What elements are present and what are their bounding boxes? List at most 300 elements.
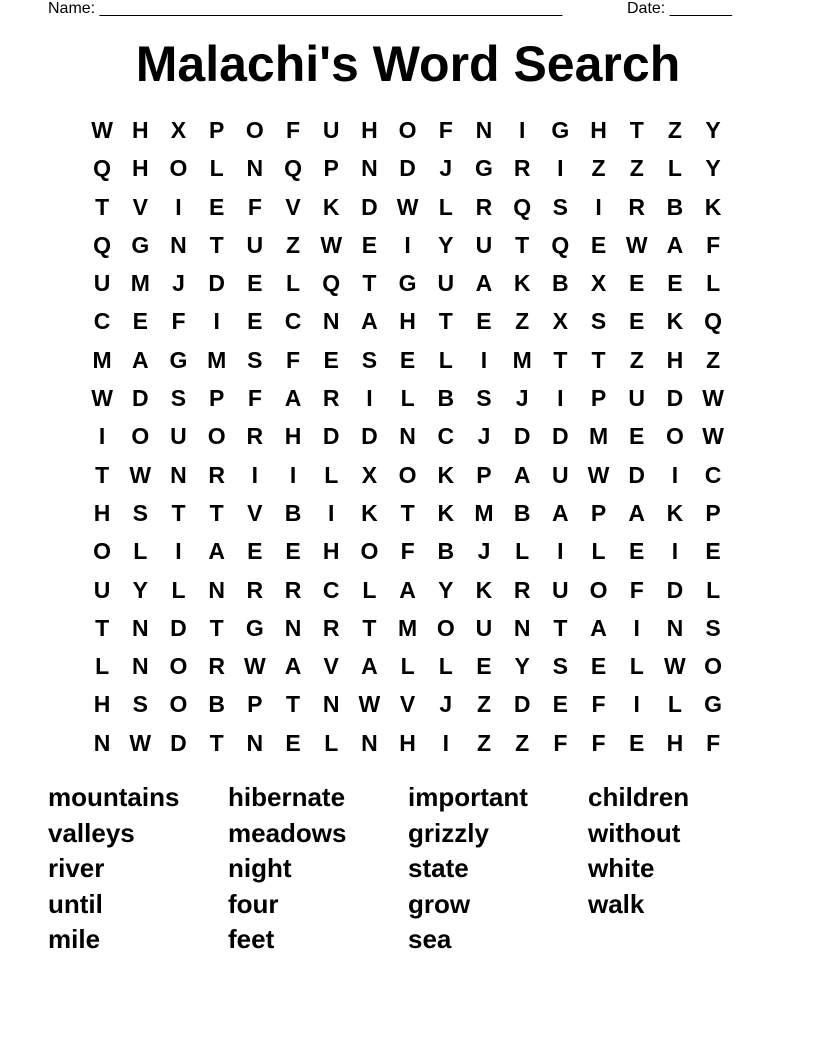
grid-letter: E xyxy=(132,308,148,335)
grid-letter: V xyxy=(285,193,301,220)
grid-letter: A xyxy=(399,576,416,603)
word-bank-word: hibernate xyxy=(228,782,346,812)
grid-letter: J xyxy=(439,691,453,718)
grid-letter: I xyxy=(98,423,106,450)
grid-letter: T xyxy=(209,729,224,756)
grid-row xyxy=(83,647,733,685)
grid-letter: Z xyxy=(286,231,301,258)
grid-letter: Q xyxy=(322,270,341,297)
grid-row xyxy=(83,379,733,417)
grid-letter: A xyxy=(361,308,378,335)
grid-letter: Q xyxy=(93,155,112,182)
grid-letter: E xyxy=(285,729,301,756)
word-bank-word: grow xyxy=(408,888,471,919)
grid-letter: F xyxy=(286,346,301,373)
grid-letter: L xyxy=(515,538,530,565)
grid-letter: F xyxy=(438,117,453,143)
grid-letter: F xyxy=(286,117,301,143)
grid-letter: W xyxy=(91,117,113,143)
grid-letter: X xyxy=(170,117,187,143)
word-bank-column xyxy=(408,780,588,958)
grid-row xyxy=(83,571,733,609)
grid-letter: E xyxy=(629,729,645,756)
grid-letter: N xyxy=(208,576,225,603)
grid-row xyxy=(83,149,733,187)
grid-letter: M xyxy=(207,346,227,373)
grid-row xyxy=(83,226,733,264)
grid-letter: D xyxy=(361,193,378,220)
grid-letter: F xyxy=(400,538,415,565)
grid-letter: F xyxy=(706,231,721,258)
grid-letter: B xyxy=(284,499,302,526)
grid-letter: Y xyxy=(438,231,454,258)
name-field: Name: ____________________________________________________ xyxy=(48,0,563,17)
grid-letter: T xyxy=(362,614,377,641)
grid-letter: I xyxy=(175,538,182,565)
grid-letter: Q xyxy=(513,193,532,220)
grid-letter: I xyxy=(671,538,679,565)
grid-letter: T xyxy=(95,461,110,488)
grid-letter: F xyxy=(591,729,606,756)
grid-letter: T xyxy=(95,193,110,220)
grid-letter: P xyxy=(247,691,263,718)
grid-letter: I xyxy=(557,155,564,182)
grid-letter: O xyxy=(207,423,226,450)
grid-letter: E xyxy=(208,193,225,220)
grid-letter: K xyxy=(322,193,340,220)
grid-letter: N xyxy=(361,155,378,182)
word-bank-word: feet xyxy=(228,924,275,954)
grid-letter: J xyxy=(515,385,529,412)
grid-letter: S xyxy=(476,385,492,412)
grid-letter: I xyxy=(366,385,373,412)
grid-letter: A xyxy=(590,614,607,641)
grid-letter: A xyxy=(628,499,646,526)
grid-letter: W xyxy=(625,231,648,258)
word-bank-word: grizzly xyxy=(408,817,489,848)
grid-letter: R xyxy=(513,576,531,603)
grid-letter: U xyxy=(475,614,493,641)
grid-letter: Z xyxy=(476,729,491,756)
grid-letter: O xyxy=(360,538,379,565)
grid-letter: Q xyxy=(704,308,723,335)
grid-letter: T xyxy=(362,270,377,297)
grid-letter: Z xyxy=(629,155,644,182)
grid-letter: B xyxy=(513,499,531,526)
grid-letter: Z xyxy=(706,346,721,373)
grid-letter: N xyxy=(170,231,187,258)
grid-letter: H xyxy=(93,691,111,718)
grid-letter: Z xyxy=(515,729,530,756)
grid-letter: F xyxy=(247,193,262,220)
grid-letter: S xyxy=(247,346,263,373)
grid-letter: G xyxy=(475,155,493,182)
word-bank-column xyxy=(228,780,408,958)
grid-letter: T xyxy=(171,499,186,526)
grid-letter: Z xyxy=(476,691,491,718)
grid-letter: T xyxy=(438,308,453,335)
word-bank xyxy=(48,780,768,958)
grid-letter: U xyxy=(437,270,455,297)
grid-letter: H xyxy=(322,538,340,565)
grid-letter: N xyxy=(246,729,264,756)
grid-letter: S xyxy=(170,385,187,412)
grid-letter: L xyxy=(438,346,453,373)
date-field: Date: _______ xyxy=(627,0,732,17)
grid-letter: A xyxy=(208,538,225,565)
grid-letter: Z xyxy=(629,346,644,373)
grid-letter: Q xyxy=(93,231,112,258)
grid-letter: I xyxy=(671,461,679,488)
grid-letter: Q xyxy=(551,231,570,258)
grid-letter: L xyxy=(438,653,453,680)
grid-letter: A xyxy=(131,346,149,373)
grid-letter: D xyxy=(628,461,646,488)
grid-letter: D xyxy=(666,576,684,603)
grid-letter: E xyxy=(629,308,645,335)
grid-letter: S xyxy=(132,499,148,526)
grid-letter: E xyxy=(247,308,263,335)
grid-letter: D xyxy=(208,270,225,297)
grid-letter: C xyxy=(93,308,111,335)
grid-letter: S xyxy=(552,653,569,680)
grid-letter: H xyxy=(399,308,416,335)
grid-letter: V xyxy=(132,193,148,220)
grid-letter: L xyxy=(171,576,186,603)
grid-letter: U xyxy=(322,117,340,143)
grid-letter: E xyxy=(361,231,378,258)
grid-letter: U xyxy=(552,461,569,488)
grid-row xyxy=(83,456,733,494)
grid-letter: U xyxy=(246,231,264,258)
grid-letter: M xyxy=(512,346,532,373)
grid-letter: T xyxy=(209,231,224,258)
grid-letter: E xyxy=(552,691,569,718)
grid-letter: C xyxy=(437,423,455,450)
grid-letter: P xyxy=(476,461,492,488)
grid-letter: H xyxy=(131,117,149,143)
grid-letter: K xyxy=(437,499,455,526)
grid-letter: D xyxy=(666,385,684,412)
grid-letter: E xyxy=(247,538,263,565)
grid-letter: S xyxy=(590,308,607,335)
grid-letter: T xyxy=(591,346,606,373)
grid-row xyxy=(83,494,733,532)
grid-letter: W xyxy=(587,461,610,488)
grid-letter: K xyxy=(513,270,531,297)
grid-letter: T xyxy=(209,499,224,526)
grid-letter: H xyxy=(93,499,111,526)
grid-letter: D xyxy=(552,423,569,450)
grid-letter: U xyxy=(170,423,187,450)
grid-row xyxy=(83,417,733,455)
grid-letter: L xyxy=(706,576,721,603)
grid-letter: K xyxy=(666,499,684,526)
header xyxy=(48,0,748,19)
grid-letter: L xyxy=(591,538,606,565)
grid-letter: N xyxy=(666,614,684,641)
grid-letter: G xyxy=(245,614,264,641)
grid-letter: P xyxy=(208,117,225,143)
grid-letter: K xyxy=(361,499,378,526)
grid-letter: J xyxy=(477,538,491,565)
grid-letter: G xyxy=(704,691,723,718)
grid-letter: F xyxy=(247,385,262,412)
grid-letter: R xyxy=(322,614,340,641)
grid-letter: E xyxy=(476,308,492,335)
grid-letter: A xyxy=(475,270,493,297)
word-bank-word: white xyxy=(588,853,655,883)
grid-letter: L xyxy=(95,653,110,680)
grid-letter: A xyxy=(666,231,684,258)
grid-letter: O xyxy=(665,423,684,450)
grid-letter: E xyxy=(590,653,607,680)
grid-letter: P xyxy=(590,499,607,526)
grid-letter: A xyxy=(361,653,378,680)
grid-letter: T xyxy=(209,614,224,641)
grid-letter: M xyxy=(474,499,494,526)
grid-letter: B xyxy=(666,193,684,220)
grid-letter: D xyxy=(361,423,378,450)
word-bank-word: walk xyxy=(588,888,645,919)
grid-letter: Y xyxy=(514,653,530,680)
grid-letter: N xyxy=(475,117,493,143)
grid-letter: R xyxy=(208,653,225,680)
word-bank-word: children xyxy=(588,782,690,812)
grid-letter: P xyxy=(323,155,339,182)
grid-letter: O xyxy=(589,576,608,603)
word-bank-column xyxy=(48,780,228,958)
grid-letter: D xyxy=(513,423,531,450)
word-bank-word: four xyxy=(228,888,279,919)
grid-letter: H xyxy=(361,117,378,143)
grid-letter: J xyxy=(477,423,491,450)
word-bank-word: sea xyxy=(408,924,452,954)
grid-letter: I xyxy=(442,729,449,756)
grid-letter: X xyxy=(590,270,607,297)
grid-letter: I xyxy=(557,538,564,565)
grid-letter: O xyxy=(131,423,150,450)
word-bank-word: important xyxy=(408,782,528,812)
grid-letter: P xyxy=(208,385,225,412)
grid-letter: V xyxy=(323,653,339,680)
word-bank-word: until xyxy=(48,888,103,919)
grid-letter: I xyxy=(633,614,640,641)
grid-letter: I xyxy=(289,461,297,488)
grid-row xyxy=(83,188,733,226)
grid-letter: F xyxy=(553,729,568,756)
grid-letter: U xyxy=(93,270,111,297)
grid-letter: M xyxy=(130,270,150,297)
grid-letter: W xyxy=(129,729,152,756)
grid-letter: W xyxy=(91,385,113,412)
grid-letter: M xyxy=(398,614,418,641)
grid-letter: Z xyxy=(667,117,682,143)
grid-letter: V xyxy=(247,499,263,526)
grid-letter: O xyxy=(398,461,417,488)
grid-letter: O xyxy=(436,614,455,641)
grid-letter: G xyxy=(169,346,188,373)
grid-letter: R xyxy=(246,576,264,603)
grid-letter: Y xyxy=(438,576,454,603)
grid-letter: Y xyxy=(705,155,721,182)
grid-letter: C xyxy=(704,461,722,488)
grid-letter: D xyxy=(399,155,416,182)
grid-letter: R xyxy=(475,193,493,220)
word-bank-word: meadows xyxy=(228,817,347,848)
grid-letter: T xyxy=(95,614,110,641)
grid-letter: O xyxy=(398,117,417,143)
grid-letter: D xyxy=(131,385,149,412)
grid-letter: R xyxy=(322,385,340,412)
grid-letter: M xyxy=(588,423,609,450)
grid-letter: O xyxy=(704,653,723,680)
grid-letter: C xyxy=(284,308,302,335)
grid-letter: R xyxy=(284,576,302,603)
grid-letter: E xyxy=(247,270,263,297)
grid-letter: T xyxy=(286,691,301,718)
word-bank-word: mile xyxy=(48,924,101,954)
grid-letter: W xyxy=(396,193,419,220)
grid-letter: Z xyxy=(515,308,530,335)
grid-letter: E xyxy=(629,423,645,450)
grid-letter: I xyxy=(328,499,335,526)
grid-letter: W xyxy=(358,691,381,718)
grid-letter: J xyxy=(172,270,185,297)
grid-letter: U xyxy=(93,576,111,603)
grid-letter: L xyxy=(324,729,339,756)
grid-letter: O xyxy=(169,653,188,680)
grid-letter: X xyxy=(361,461,378,488)
grid-letter: A xyxy=(513,461,531,488)
grid-letter: N xyxy=(322,691,340,718)
grid-letter: N xyxy=(284,614,302,641)
word-bank-column xyxy=(588,780,768,958)
grid-letter: G xyxy=(131,231,150,258)
grid-letter: N xyxy=(131,653,149,680)
grid-letter: E xyxy=(590,231,607,258)
grid-letter: U xyxy=(628,385,646,412)
grid-letter: Y xyxy=(705,117,721,143)
grid-letter: F xyxy=(629,576,644,603)
grid-letter: S xyxy=(552,193,569,220)
grid-letter: L xyxy=(438,193,453,220)
grid-letter: H xyxy=(590,117,607,143)
grid-letter: N xyxy=(246,155,264,182)
grid-letter: E xyxy=(399,346,416,373)
grid-letter: A xyxy=(284,653,302,680)
grid-letter: E xyxy=(629,538,645,565)
grid-letter: E xyxy=(629,270,645,297)
grid-letter: T xyxy=(515,231,530,258)
grid-letter: B xyxy=(437,385,455,412)
grid-row xyxy=(83,341,733,379)
grid-letter: L xyxy=(706,270,721,297)
grid-letter: I xyxy=(404,231,411,258)
grid-letter: H xyxy=(284,423,302,450)
grid-letter: R xyxy=(513,155,531,182)
grid-letter: I xyxy=(633,691,640,718)
grid-letter: A xyxy=(284,385,302,412)
page-title: Malachi's Word Search xyxy=(135,36,681,92)
grid-row xyxy=(83,264,733,302)
grid-letter: K xyxy=(666,308,684,335)
grid-letter: N xyxy=(131,614,149,641)
grid-row xyxy=(83,302,733,340)
grid-letter: S xyxy=(361,346,378,373)
grid-letter: B xyxy=(208,691,225,718)
word-bank-word: without xyxy=(588,817,681,848)
grid-letter: N xyxy=(361,729,378,756)
grid-letter: T xyxy=(629,117,644,143)
grid-letter: O xyxy=(93,538,112,565)
grid-letter: N xyxy=(322,308,340,335)
grid-letter: L xyxy=(324,461,339,488)
grid-letter: I xyxy=(595,193,602,220)
grid-letter: X xyxy=(552,308,569,335)
grid-letter: R xyxy=(246,423,264,450)
grid-letter: F xyxy=(591,691,606,718)
grid-letter: W xyxy=(129,461,152,488)
grid-letter: O xyxy=(245,117,264,143)
grid-letter: I xyxy=(518,117,526,143)
grid-row xyxy=(83,609,733,647)
grid-letter: T xyxy=(553,614,568,641)
grid-letter: D xyxy=(170,729,187,756)
grid-letter: F xyxy=(706,729,721,756)
word-bank-word: state xyxy=(408,853,469,883)
grid-letter: G xyxy=(551,117,570,143)
grid-letter: B xyxy=(437,538,455,565)
grid-letter: I xyxy=(251,461,259,488)
grid-letter: T xyxy=(553,346,568,373)
grid-letter: N xyxy=(93,729,111,756)
grid-letter: E xyxy=(285,538,301,565)
grid-row xyxy=(83,111,733,149)
grid-letter: E xyxy=(705,538,721,565)
grid-letter: L xyxy=(400,385,415,412)
grid-letter: I xyxy=(213,308,220,335)
grid-letter: O xyxy=(169,155,188,182)
grid-letter: W xyxy=(243,653,266,680)
grid-letter: L xyxy=(667,155,682,182)
grid-letter: Q xyxy=(284,155,302,182)
grid-letter: W xyxy=(702,385,724,412)
grid-letter: L xyxy=(133,538,148,565)
grid-letter: M xyxy=(92,346,112,373)
grid-letter: J xyxy=(439,155,453,182)
grid-letter: F xyxy=(171,308,186,335)
grid-letter: N xyxy=(513,614,531,641)
grid-letter: T xyxy=(400,499,415,526)
grid-letter: K xyxy=(475,576,493,603)
grid-letter: I xyxy=(480,346,488,373)
grid-letter: A xyxy=(552,499,569,526)
grid-letter: U xyxy=(552,576,569,603)
grid-letter: V xyxy=(399,691,416,718)
grid-letter: K xyxy=(437,461,455,488)
grid-letter: E xyxy=(667,270,683,297)
grid-letter: L xyxy=(286,270,301,297)
grid-letter: U xyxy=(475,231,493,258)
grid-row xyxy=(83,532,733,570)
grid-letter: I xyxy=(557,385,564,412)
grid-letter: E xyxy=(476,653,492,680)
grid-row xyxy=(83,724,733,762)
grid-letter: Y xyxy=(132,576,148,603)
grid-letter: D xyxy=(513,691,531,718)
grid-letter: L xyxy=(400,653,415,680)
